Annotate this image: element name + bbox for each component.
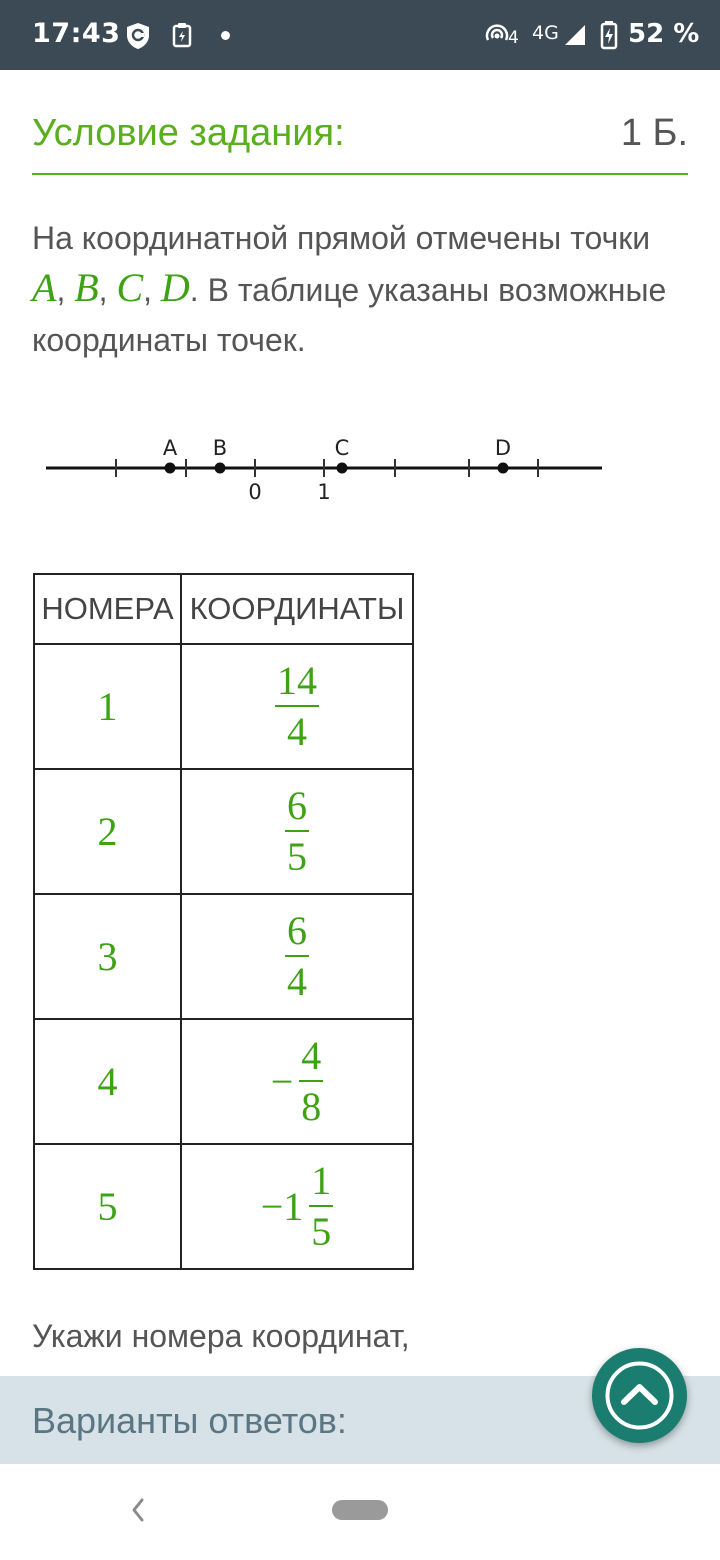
status-time: 17:43 [32,18,121,49]
table-row [34,769,413,894]
point-b-label: B [212,436,228,460]
column-header-numbers: НОМЕРА [34,574,181,644]
tick-label-zero: 0 [248,480,262,504]
task-description: На координатной прямой отмечены точки A, B, C, D. В таблице указаны возможные координаты точек. [32,220,667,358]
table-row [34,894,413,1019]
system-nav-bar [0,1464,720,1560]
point-d-dot [498,463,509,474]
row-number: 2 [34,769,181,894]
coordinates-table [33,573,414,1270]
shield-icon [126,22,150,55]
fraction [309,1157,333,1257]
home-pill-icon[interactable] [332,1500,388,1520]
table-row [34,1019,413,1144]
fraction-numerator: 14 [275,657,319,707]
answer-prompt: Укажи номера координат, [32,1318,410,1354]
fraction [285,782,309,882]
fraction-numerator: 6 [285,782,309,832]
table-header-row [34,574,413,644]
coordinate-cell [181,1144,413,1269]
whole-part: 1 [283,1184,304,1229]
scroll-top-button[interactable] [592,1348,687,1443]
hotspot-icon [484,22,530,53]
point-c-dot [337,463,348,474]
number-line [40,425,610,505]
clipboard-icon [172,22,192,53]
fraction-numerator: 6 [285,907,309,957]
fraction-denominator: 5 [311,1208,332,1254]
column-header-coordinates: КООРДИНАТЫ [181,574,413,644]
score-label: 1 Б. [620,112,688,154]
minus-sign: − [260,1184,284,1229]
notification-dot-icon [221,31,230,40]
point-a-label: A [162,436,178,460]
coordinate-cell [181,644,413,769]
point-b-var: B [74,265,99,310]
header-divider [32,173,688,175]
point-a-dot [165,463,176,474]
battery-charging-icon [600,20,618,55]
task-text-before: На координатной прямой отмечены точки [32,220,651,256]
row-number: 5 [34,1144,181,1269]
fraction-denominator: 4 [287,708,307,754]
tick-label-one: 1 [317,480,331,504]
network-type: 4G [532,22,559,44]
fraction [285,907,309,1007]
chevron-up-icon [604,1360,675,1431]
point-c-label: C [334,436,350,460]
coordinate-cell [181,769,413,894]
back-icon[interactable] [126,1492,150,1533]
fraction-denominator: 5 [287,833,307,879]
task-header [32,112,688,172]
table-row [34,644,413,769]
table-row [34,1144,413,1269]
point-c-var: C [116,265,144,310]
point-d-var: D [160,265,190,310]
variants-title: Варианты ответов: [32,1400,347,1441]
minus-sign: − [270,1059,294,1104]
status-bar [0,0,720,70]
row-number: 1 [34,644,181,769]
coordinate-cell [181,894,413,1019]
fraction-numerator: 4 [299,1032,323,1082]
fraction-denominator: 4 [287,958,307,1004]
svg-text:4: 4 [508,28,519,48]
fraction [299,1032,323,1132]
coordinate-cell [181,1019,413,1144]
point-b-dot [215,463,226,474]
fraction [275,657,319,757]
task-text-after: . В таблице указаны возможные координаты точек. [32,272,667,358]
row-number: 4 [34,1019,181,1144]
point-d-label: D [494,436,512,460]
signal-icon [563,24,587,51]
fraction-numerator: 1 [309,1157,333,1207]
fraction-denominator: 8 [301,1083,322,1129]
page-title: Условие задания: [32,112,345,154]
battery-level: 52 % [628,19,700,49]
row-number: 3 [34,894,181,1019]
point-a-var: A [32,265,57,310]
